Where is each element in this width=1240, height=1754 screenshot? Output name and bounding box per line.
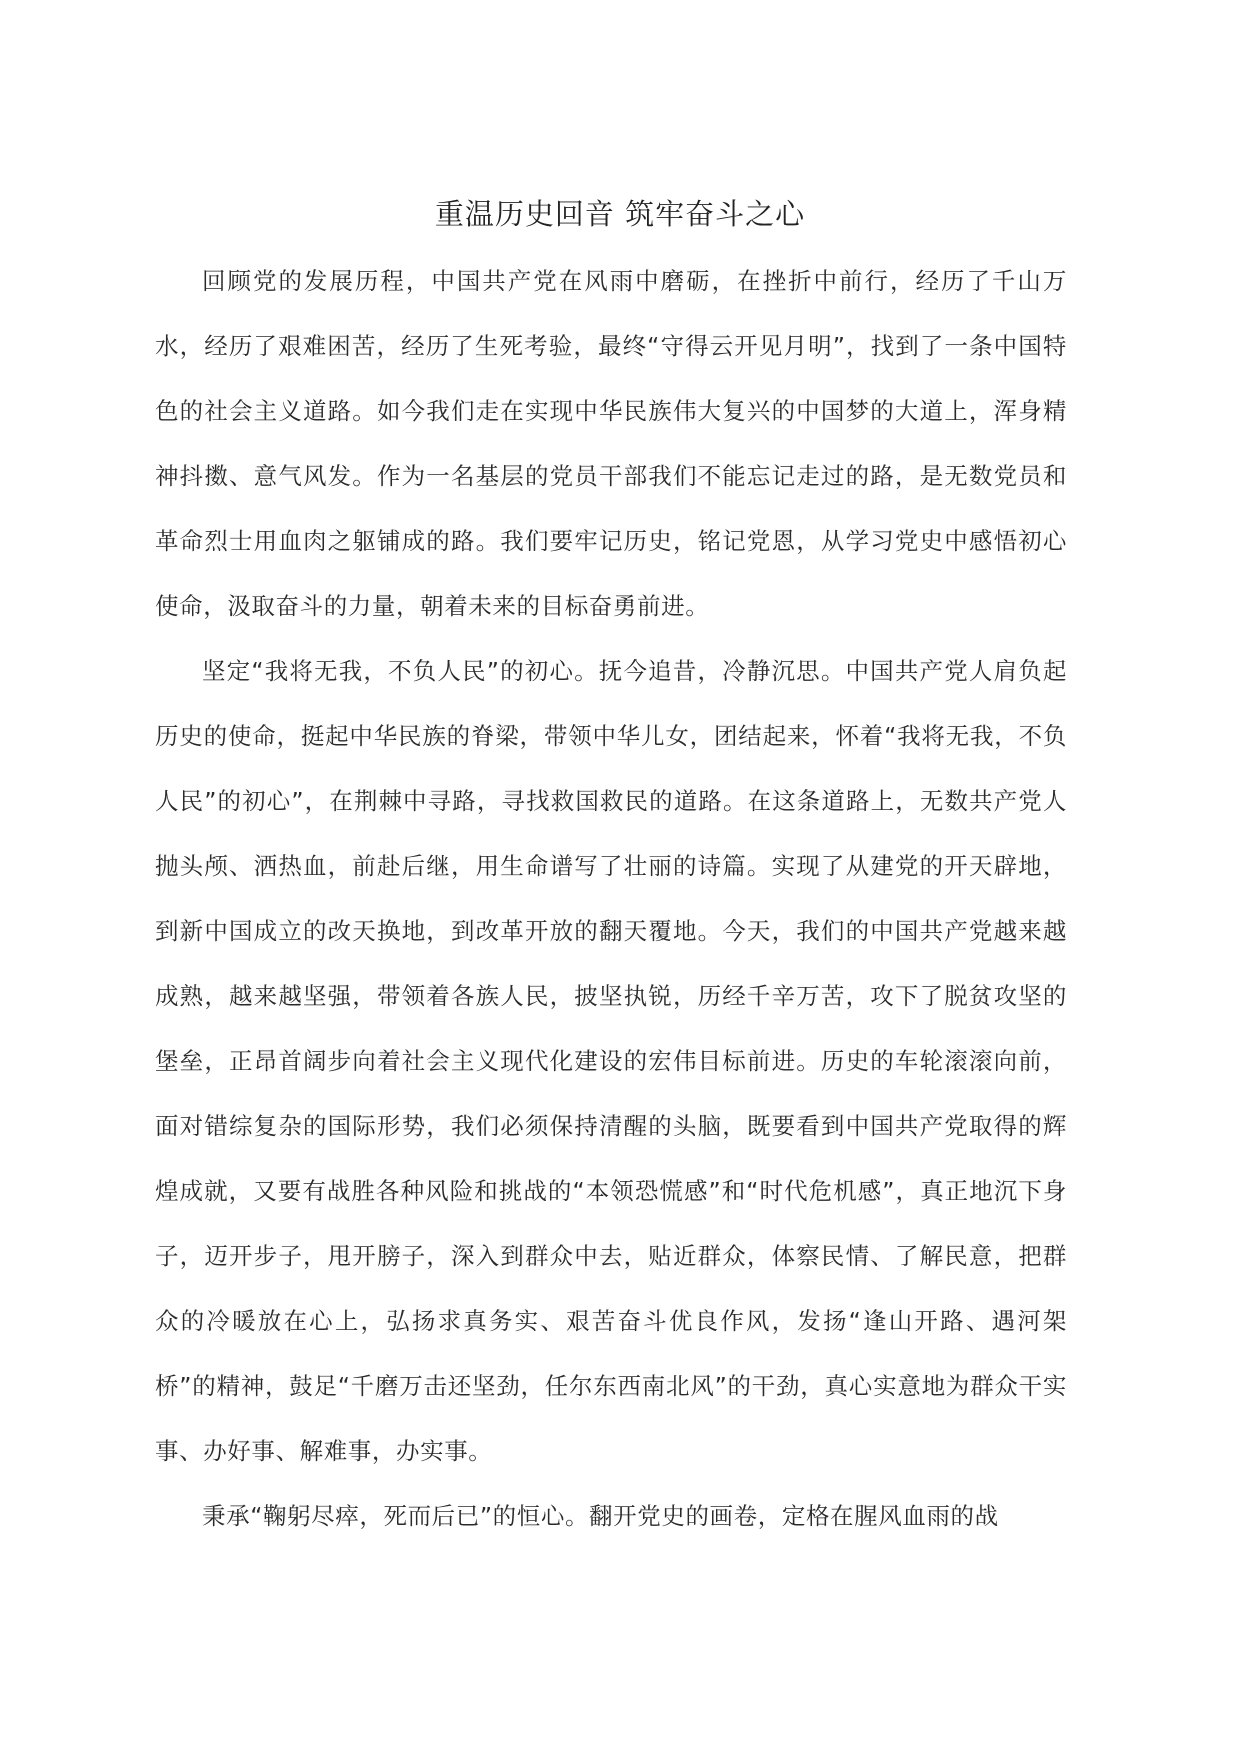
paragraph-1: 回顾党的发展历程，中国共产党在风雨中磨砺，在挫折中前行，经历了千山万水，经历了艰难困苦，经历了生死考验，最终“守得云开见月明”，找到了一条中国特色的社会主义道路。如今我们走在实现中华民族伟大复兴的中国梦的大道上，浑身精神抖擞、意气风发。作为一名基层的党员干部我们不能忘记走过的路，是无数党员和革命烈士用血肉之躯铺成的路。我们要牢记历史，铭记党恩，从学习党史中感悟初心使命，汲取奋斗的力量，朝着未来的目标奋勇前进。 (155, 267, 1067, 620)
document-title: 重温历史回音 筑牢奋斗之心 (434, 197, 806, 231)
document-body (155, 249, 1067, 1549)
paragraph-2: 坚定“我将无我，不负人民”的初心。抚今追昔，冷静沉思。中国共产党人肩负起历史的使命，挺起中华民族的脊梁，带领中华儿女，团结起来，怀着“我将无我，不负人民”的初心”，在荆棘中寻路，寻找救国救民的道路。在这条道路上，无数共产党人抛头颅、洒热血，前赴后继，用生命谱写了壮丽的诗篇。实现了从建党的开天辟地，到新中国成立的改天换地，到改革开放的翻天覆地。今天，我们的中国共产党越来越成熟，越来越坚强，带领着各族人民，披坚执锐，历经千辛万苦，攻下了脱贫攻坚的堡垒，正昂首阔步向着社会主义现代化建设的宏伟目标前进。历史的车轮滚滚向前，面对错综复杂的国际形势，我们必须保持清醒的头脑，既要看到中国共产党取得的辉煌成就，又要有战胜各种风险和挑战的“本领恐慌感”和“时代危机感”，真正地沉下身子，迈开步子，甩开膀子，深入到群众中去，贴近群众，体察民情、了解民意，把群众的冷暖放在心上，弘扬求真务实、艰苦奋斗优良作风，发扬“逢山开路、遇河架桥”的精神，鼓足“千磨万击还坚劲，任尔东西南北风”的干劲，真心实意地为群众干实事、办好事、解难事，办实事。 (155, 657, 1067, 1465)
paragraph-3: 秉承“鞠躬尽瘁，死而后已”的恒心。翻开党史的画卷，定格在腥风血雨的战 (202, 1502, 999, 1530)
